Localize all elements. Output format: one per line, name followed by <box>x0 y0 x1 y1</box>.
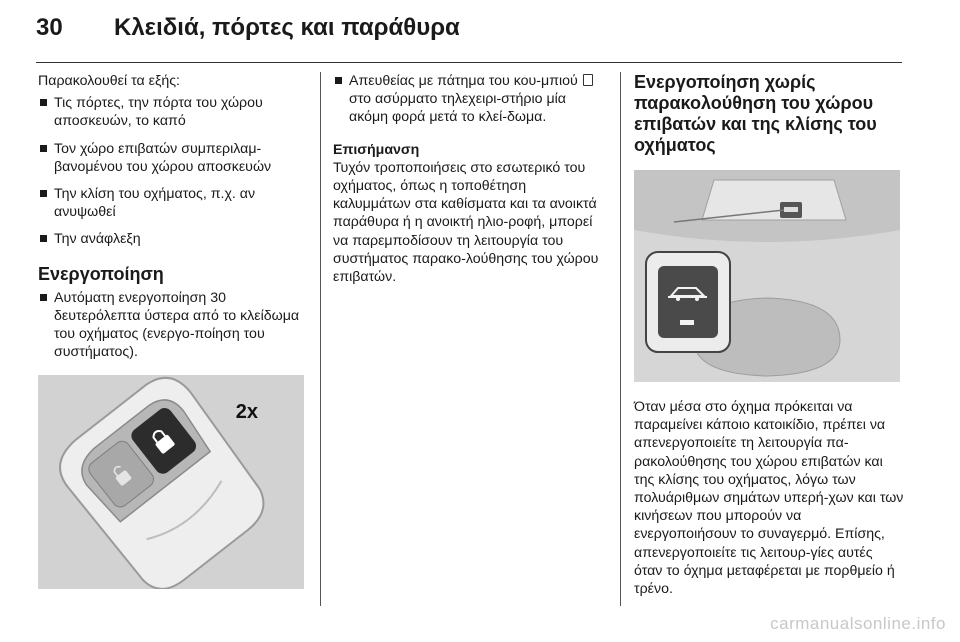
watermark: carmanualsonline.info <box>770 614 946 633</box>
list-item: Την κλίση του οχήματος, π.χ. αν ανυψωθεί <box>38 185 308 221</box>
page-number: 30 <box>36 14 63 41</box>
column-right <box>634 72 904 598</box>
column-left <box>38 72 308 589</box>
press-count-label: 2x <box>235 401 258 424</box>
activation-list-continued <box>333 72 605 127</box>
console-button-image <box>634 170 900 382</box>
activation-heading: Ενεργοποίηση <box>38 263 164 284</box>
key-fob-illustration <box>38 375 304 589</box>
page-header <box>36 12 902 63</box>
column-divider <box>620 72 621 606</box>
note-title: Επισήμανση <box>333 141 420 158</box>
column-divider <box>320 72 321 606</box>
list-item: Την ανάφλεξη <box>38 230 308 248</box>
overhead-console-illustration <box>634 170 900 382</box>
note-text: Τυχόν τροποποιήσεις στο εσωτερικό του οχήματος, όπως η τοποθέτηση καλυμμάτων στα καθίσματα και τα ανοικτά παράθυρα ή η ανοικτή ηλιο-ροφή, μπορεί να παρεμποδίσουν τη λειτουργία του συστήματος παρακο-λούθησης του χώρου επιβατών. <box>333 159 599 286</box>
list-item <box>333 72 605 127</box>
list-item: Αυτόματη ενεργοποίηση 30 δευτερόλεπτα ύστερα από το κλείδωμα του οχήματος (ενεργο-ποίηση του συστήματος). <box>38 289 308 362</box>
section-body: Όταν μέσα στο όχημα πρόκειται να παραμείνει κάποιο κατοικίδιο, πρέπει να απενεργοποιείτε τη λειτουργία πα-ρακολούθησης του χώρου επιβατών και της κλίσης του οχήματος, λόγω των πολυάριθμων σημάτων υπερή-χων και των κινήσεων που μπορούν να ενεργοποιήσουν το συναγερμό. Επίσης, απενεργοποιείτε τις λειτουρ-γίες αυτές όταν το όχημα μεταφέρεται με πορθμείο ή τρένο. <box>634 399 904 598</box>
intro-text: Παρακολουθεί τα εξής: <box>38 73 180 89</box>
activation-list <box>38 289 308 362</box>
page-title: Κλειδιά, πόρτες και παράθυρα <box>114 14 460 41</box>
column-middle <box>333 72 605 286</box>
list-item-text-end: στο ασύρματο τηλεχειρι-στήριο μία ακόμη φορά μετά το κλεί-δωμα. <box>349 91 567 126</box>
section-heading: Ενεργοποίηση χωρίς παρακολούθηση του χώρου επιβατών και της κλίσης του οχήματος <box>634 72 877 155</box>
key-fob-image <box>38 375 304 589</box>
monitored-list <box>38 94 308 248</box>
list-item: Τον χώρο επιβατών συμπεριλαμ-βανομένου του χώρου αποσκευών <box>38 140 308 176</box>
lock-icon <box>583 74 593 86</box>
list-item-text-start: Απευθείας με πάτημα του κου-μπιού <box>349 73 578 89</box>
list-item: Τις πόρτες, την πόρτα του χώρου αποσκευών, το καπό <box>38 94 308 130</box>
